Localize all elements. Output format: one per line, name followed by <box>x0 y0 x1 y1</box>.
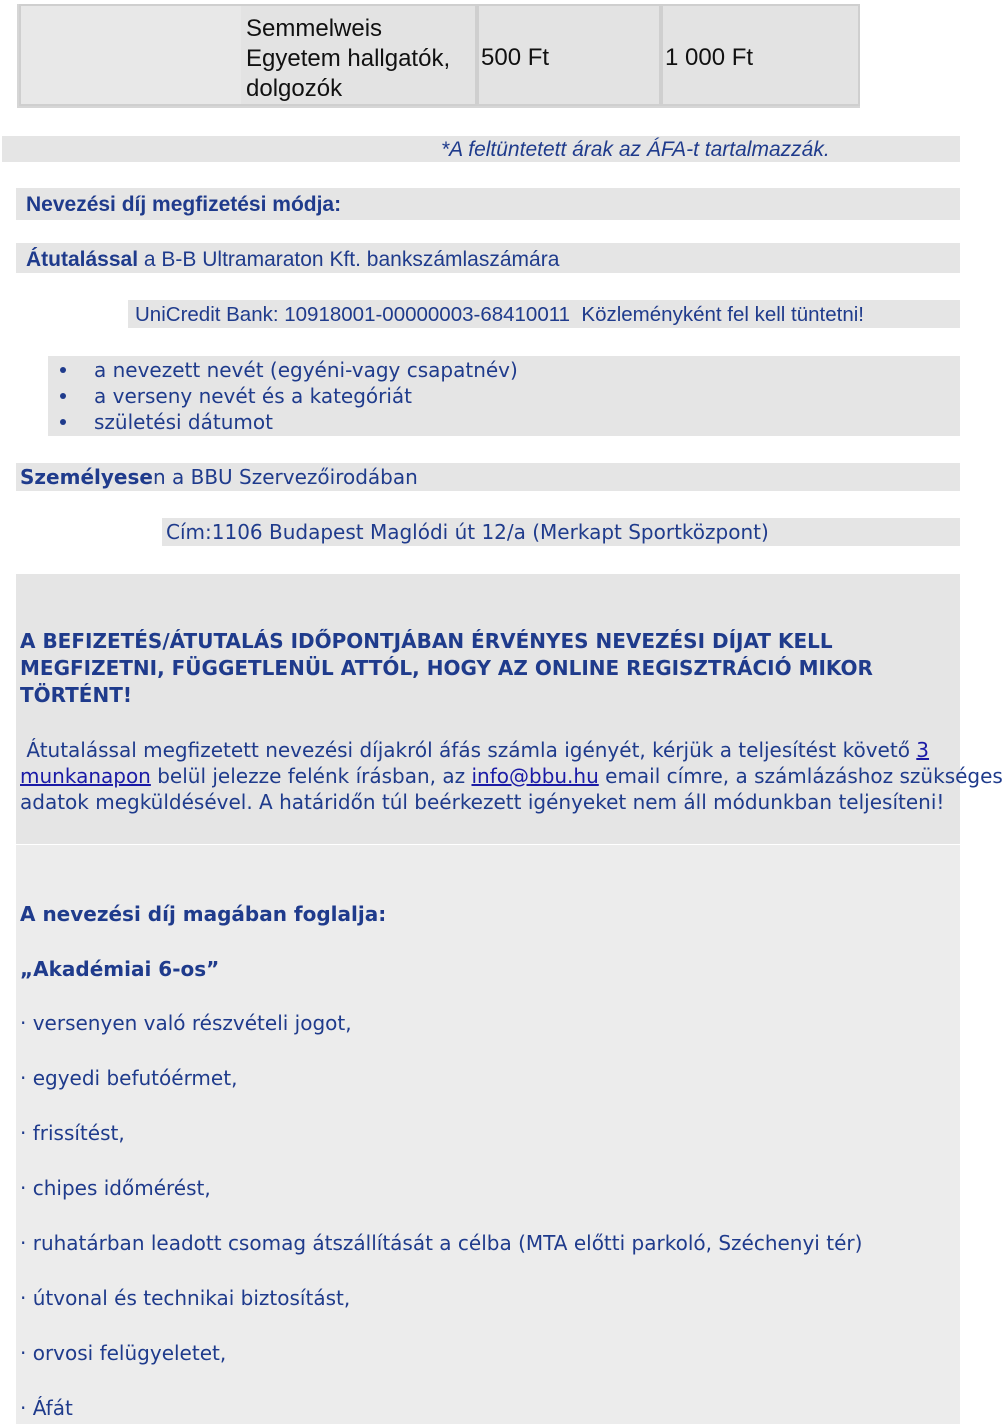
price-late: 1 000 Ft <box>665 44 754 71</box>
category-line-2: Egyetem hallgatók, <box>246 45 451 72</box>
vat-note: *A feltüntetett árak az ÁFA-t tartalmazzák. <box>441 138 830 161</box>
price-cell-early <box>477 4 661 106</box>
invoice-line-3: adatok megküldésével. A határidőn túl beérkezett igényeket nem áll módunkban teljesíteni! <box>20 790 945 814</box>
payment-heading: Nevezési díj megfizetési módja: <box>26 193 342 216</box>
warning-line-1: A BEFIZETÉS/ÁTUTALÁS IDŐPONTJÁBAN ÉRVÉNYES NEVEZÉSI DÍJAT KELL <box>20 629 833 653</box>
transfer-text: a B-B Ultramaraton Kft. bankszámlaszámára <box>138 248 560 271</box>
personal-text: n a BBU Szervezőirodában <box>152 465 418 489</box>
includes-item: · versenyen való részvételi jogot, <box>20 1011 352 1035</box>
includes-item: · egyedi befutóérmet, <box>20 1066 238 1090</box>
includes-item: · ruhatárban leadott csomag átszállítását a célba (MTA előtti parkoló, Széchenyi tér) <box>20 1231 863 1255</box>
package-name: „Akadémiai 6-os” <box>20 957 220 981</box>
personal-label: Személyese <box>20 465 153 489</box>
price-early: 500 Ft <box>481 44 550 71</box>
includes-item: · frissítést, <box>20 1121 125 1145</box>
includes-item: · chipes időmérést, <box>20 1176 211 1200</box>
bank-line: UniCredit Bank: 10918001-00000003-68410011 Közleményként fel kell tüntetni! <box>135 303 865 326</box>
invoice-text-3: email címre, a számlázáshoz szükséges <box>598 764 1003 788</box>
includes-block <box>16 845 960 1424</box>
bullet-item-3: születési dátumot <box>94 410 273 434</box>
bullet-dot-1 <box>60 367 66 373</box>
transfer-label: Átutalással <box>26 248 139 271</box>
personal-line <box>20 464 418 490</box>
includes-item: · orvosi felügyeletet, <box>20 1341 227 1365</box>
invoice-days-link[interactable]: 3 <box>916 738 930 762</box>
category-line-1: Semmelweis <box>246 15 383 42</box>
invoice-paragraph <box>20 737 1003 815</box>
bullet-item-2: a verseny nevét és a kategóriát <box>94 384 413 408</box>
category-line-3: dolgozók <box>246 75 343 102</box>
price-cell-late <box>661 4 860 106</box>
bullet-dot-2 <box>60 393 66 399</box>
warning-caps <box>20 628 873 709</box>
bullet-dot-3 <box>60 419 66 425</box>
address: Cím:1106 Budapest Maglódi út 12/a (Merkapt Sportközpont) <box>166 520 769 544</box>
invoice-workdays-link[interactable]: munkanapon <box>20 764 151 788</box>
category-cell-blank-strip <box>21 6 241 104</box>
invoice-text-1: Átutalással megfizetett nevezési díjakról áfás számla igényét, kérjük a teljesítést követő <box>20 738 917 762</box>
email-link[interactable]: info@bbu.hu <box>471 764 599 788</box>
warning-line-2: MEGFIZETNI, FÜGGETLENÜL ATTÓL, HOGY AZ ONLINE REGISZTRÁCIÓ MIKOR <box>20 656 873 680</box>
transfer-line <box>26 246 559 274</box>
invoice-line-1 <box>20 737 1003 763</box>
warning-line-3: TÖRTÉNT! <box>20 683 132 707</box>
invoice-text-2: belül jelezze felénk írásban, az <box>150 764 472 788</box>
bullet-item-1: a nevezett nevét (egyéni-vagy csapatnév) <box>94 358 518 382</box>
includes-item: · Áfát <box>20 1396 73 1420</box>
includes-heading: A nevezési díj magában foglalja: <box>20 902 387 926</box>
includes-item: · útvonal és technikai biztosítást, <box>20 1286 351 1310</box>
invoice-line-2 <box>20 763 1003 789</box>
